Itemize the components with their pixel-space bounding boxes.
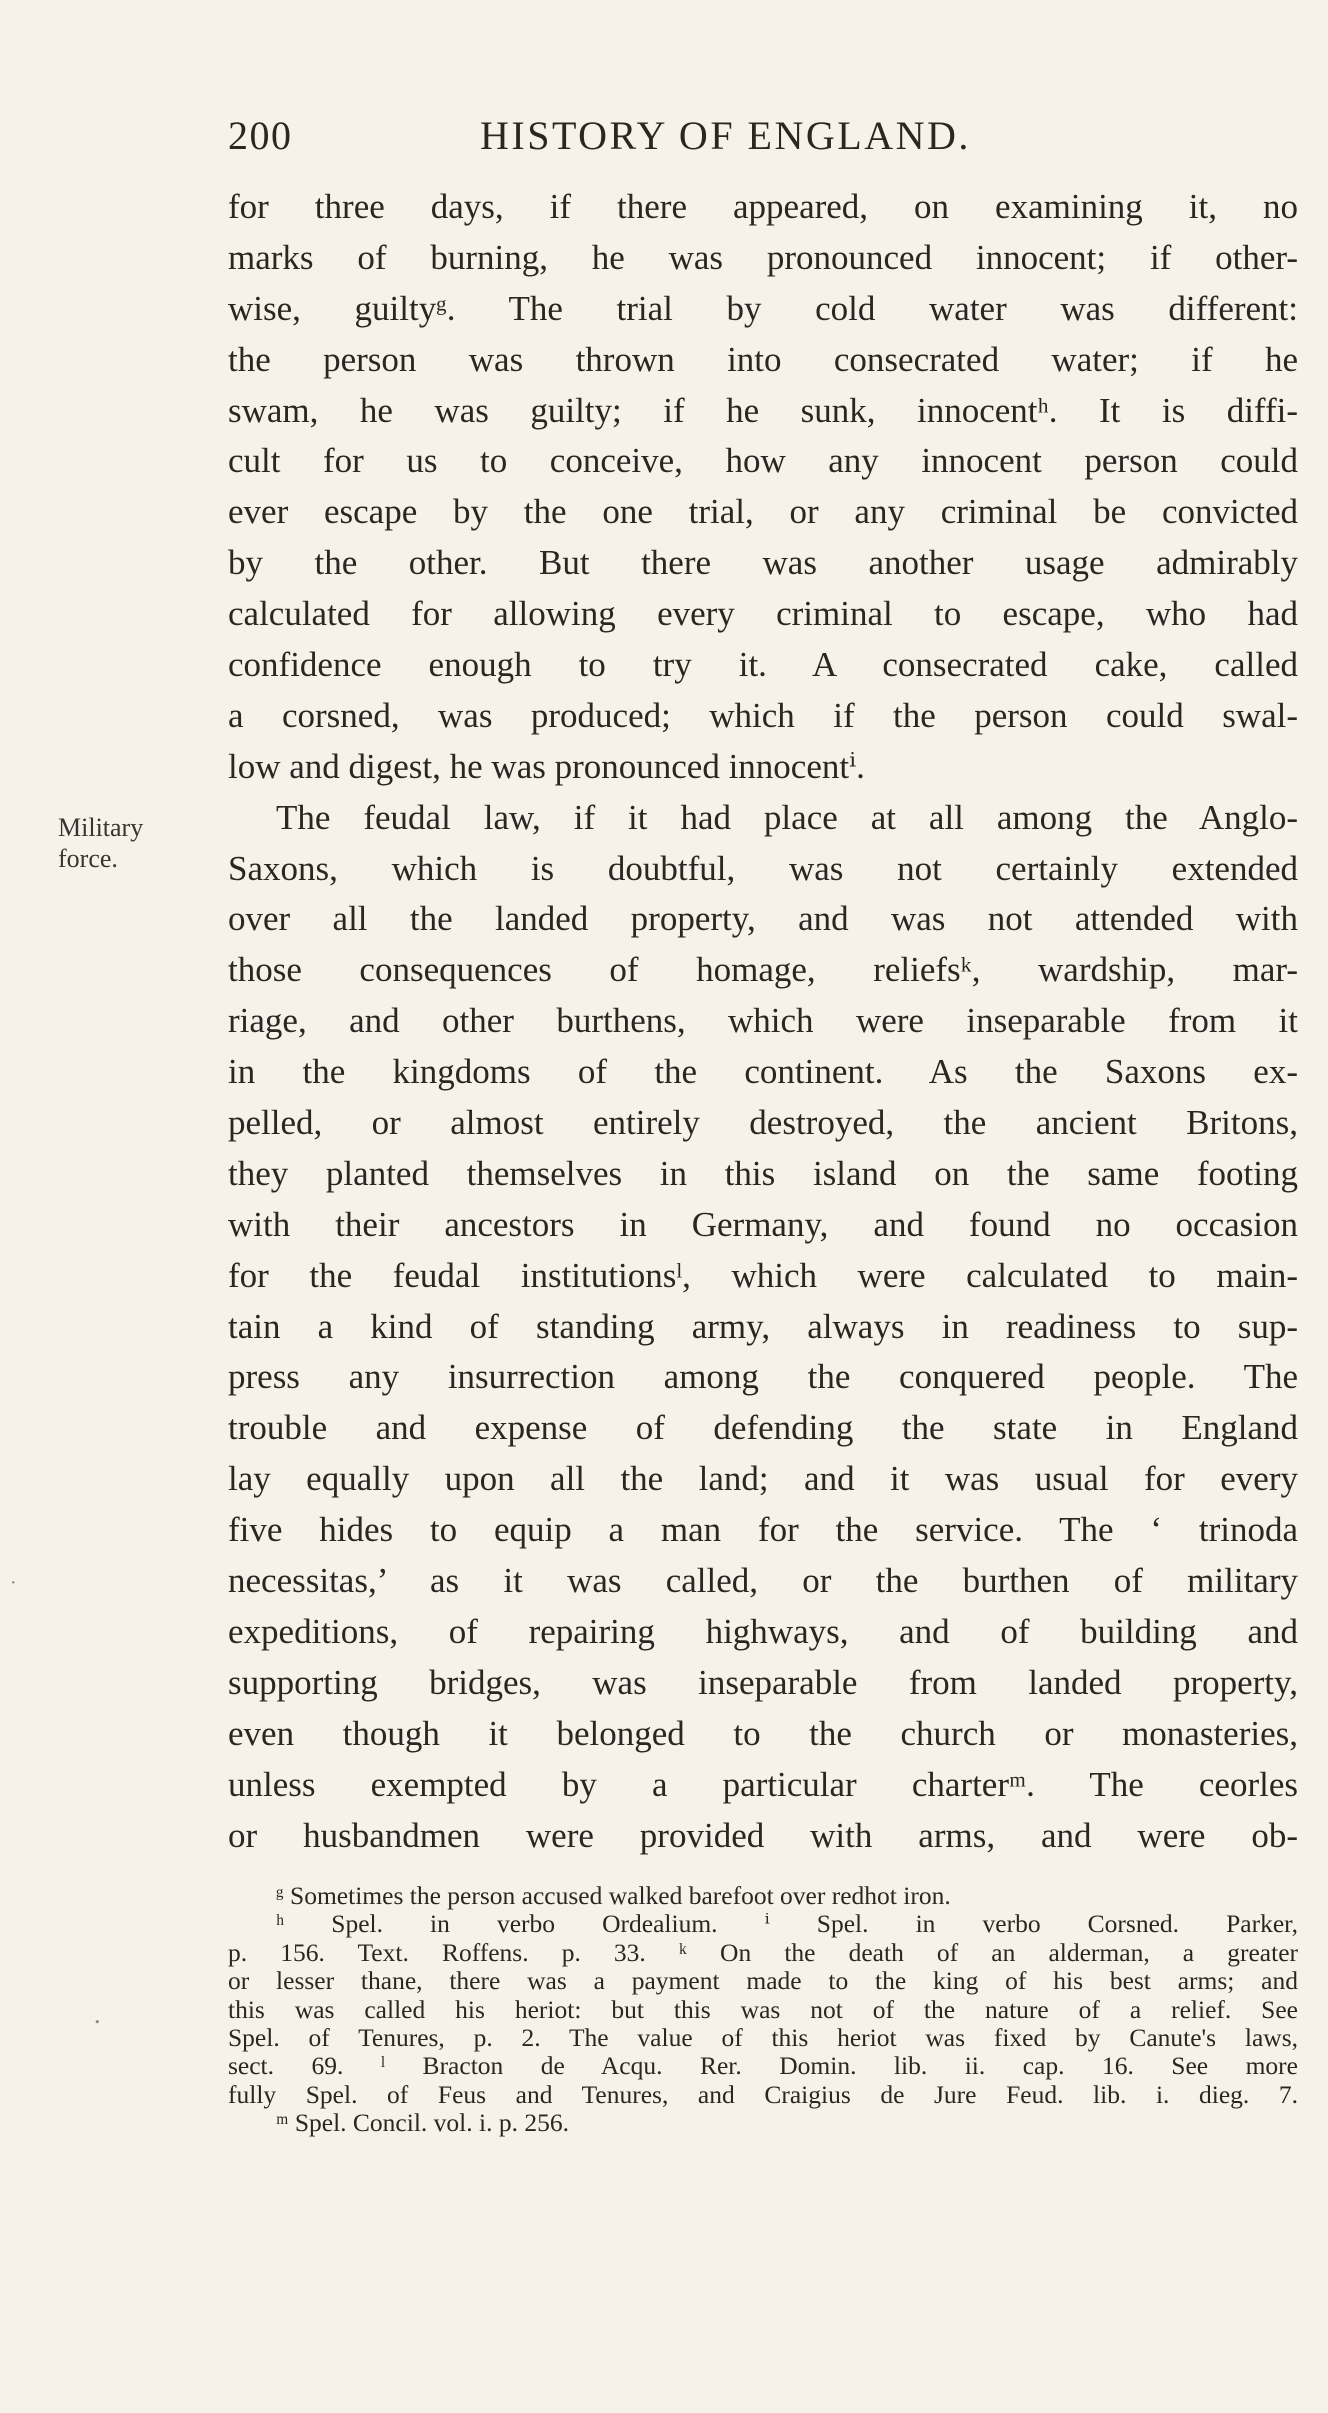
text-line: lay equally upon all the land; and it was usual for every: [228, 1459, 1298, 1499]
footnote-line: ʰ Spel. in verbo Ordealium. ⁱ Spel. in verbo Corsned. Parker,: [276, 1910, 1298, 1939]
text-line: necessitas,’ as it was called, or the burthen of military: [228, 1561, 1298, 1601]
margin-note: [58, 812, 188, 874]
page-number: 200: [228, 113, 293, 158]
text-line: five hides to equip a man for the service. The ‘ trinoda: [228, 1510, 1298, 1550]
footnote-line: fully Spel. of Feus and Tenures, and Craigius de Jure Feud. lib. i. dieg. 7.: [228, 2080, 1298, 2109]
text-line: Saxons, which is doubtful, was not certainly extended: [228, 848, 1298, 888]
footnote-line: ᵐ Spel. Concil. vol. i. p. 256.: [276, 2109, 569, 2138]
text-line: even though it belonged to the church or monasteries,: [228, 1713, 1298, 1753]
footnotes: [228, 1882, 1298, 2138]
text-line: swam, he was guilty; if he sunk, innocentʰ. It is diffi-: [228, 390, 1298, 430]
margin-note-line: Military: [58, 813, 144, 842]
text-line: for the feudal institutionsˡ, which were calculated to main-: [228, 1255, 1298, 1295]
paragraph-start-line: The feudal law, if it had place at all among the Anglo-: [276, 797, 1298, 837]
text-line: expeditions, of repairing highways, and of building and: [228, 1611, 1298, 1651]
footnote-line: ᵍ Sometimes the person accused walked barefoot over redhot iron.: [276, 1882, 951, 1910]
text-line: low and digest, he was pronounced innocentⁱ.: [228, 746, 865, 786]
text-line: pelled, or almost entirely destroyed, the ancient Britons,: [228, 1103, 1298, 1143]
text-line: confidence enough to try it. A consecrated cake, called: [228, 645, 1298, 685]
text-line: ever escape by the one trial, or any criminal be convicted: [228, 492, 1298, 532]
running-title: HISTORY OF ENGLAND.: [480, 113, 971, 158]
footnote-line: sect. 69. ˡ Bracton de Acqu. Rer. Domin. lib. ii. cap. 16. See more: [228, 2052, 1298, 2081]
text-line: tain a kind of standing army, always in readiness to sup-: [228, 1306, 1298, 1346]
footnote-line: Spel. of Tenures, p. 2. The value of this heriot was fixed by Canute's laws,: [228, 2023, 1298, 2052]
body-text: [228, 182, 1298, 1861]
text-line: over all the landed property, and was not attended with: [228, 899, 1298, 939]
text-line: wise, guiltyᵍ. The trial by cold water was different:: [228, 288, 1298, 328]
print-mark: ·: [10, 1572, 17, 1594]
text-line: for three days, if there appeared, on examining it, no: [228, 187, 1298, 226]
text-line: riage, and other burthens, which were inseparable from it: [228, 1001, 1298, 1041]
text-line: they planted themselves in this island on the same footing: [228, 1153, 1298, 1193]
running-header: [228, 112, 1298, 172]
print-mark: .: [94, 2000, 101, 2029]
text-line: or husbandmen were provided with arms, and were ob-: [228, 1815, 1298, 1855]
text-line: a corsned, was produced; which if the person could swal-: [228, 695, 1298, 735]
text-line: unless exempted by a particular charterᵐ. The ceorles: [228, 1764, 1298, 1804]
text-line: by the other. But there was another usage admirably: [228, 543, 1298, 583]
text-line: trouble and expense of defending the state in England: [228, 1408, 1298, 1448]
text-line: press any insurrection among the conquered people. The: [228, 1357, 1298, 1397]
text-line: the person was thrown into consecrated water; if he: [228, 339, 1298, 379]
text-line: supporting bridges, was inseparable from landed property,: [228, 1662, 1298, 1702]
text-line: with their ancestors in Germany, and found no occasion: [228, 1204, 1298, 1244]
text-line: calculated for allowing every criminal to escape, who had: [228, 594, 1298, 634]
text-line: those consequences of homage, reliefsᵏ, wardship, mar-: [228, 950, 1298, 990]
text-line: marks of burning, he was pronounced innocent; if other-: [228, 237, 1298, 277]
text-line: in the kingdoms of the continent. As the Saxons ex-: [228, 1052, 1298, 1092]
footnote-line: this was called his heriot: but this was not of the nature of a relief. See: [228, 1995, 1298, 2024]
footnote-line: p. 156. Text. Roffens. p. 33. ᵏ On the death of an alderman, a greater: [228, 1938, 1298, 1967]
text-line: cult for us to conceive, how any innocent person could: [228, 441, 1298, 481]
footnote-line: or lesser thane, there was a payment made to the king of his best arms; and: [228, 1967, 1298, 1996]
margin-note-line: force.: [58, 844, 118, 873]
